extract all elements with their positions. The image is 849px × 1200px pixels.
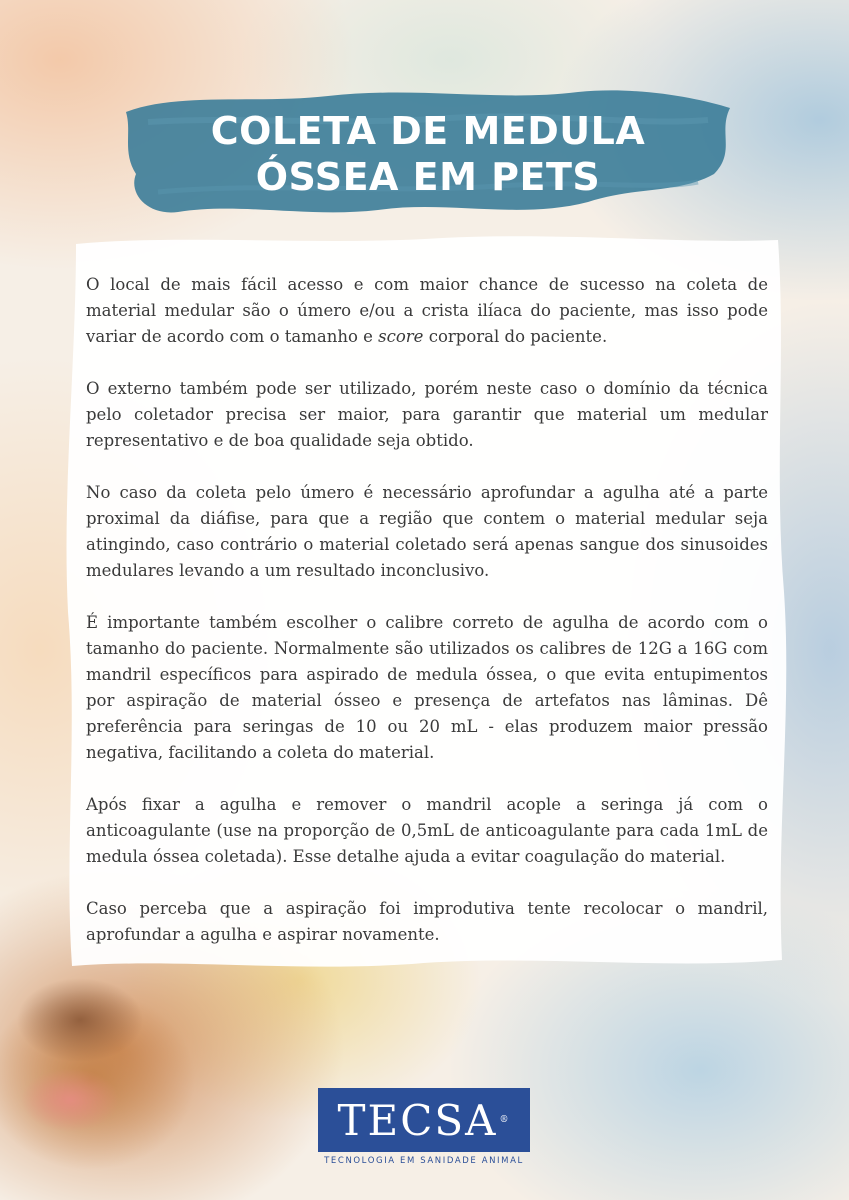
registered-mark: ® <box>499 1115 511 1125</box>
paragraph-6: Caso perceba que a aspiração foi improdutiva tente recolocar o mandril, aprofundar a agulha e aspirar novamente. <box>86 899 768 944</box>
dog-photo-background <box>0 960 230 1200</box>
article-body <box>86 272 768 974</box>
paragraph-5: Após fixar a agulha e remover o mandril acople a seringa já com o anticoagulante (use na proporção de 0,5mL de anticoagulante para cada 1mL de medula óssea coletada). Esse detalhe ajuda a evitar coagulação do material. <box>86 795 768 866</box>
paragraph-1: O local de mais fácil acesso e com maior chance de sucesso na coleta de material medular são o úmero e/ou a crista ilíaca do paciente, mas isso pode variar de acordo com o tamanho e score corporal do paciente. <box>86 275 768 346</box>
title-banner <box>118 82 738 220</box>
paragraph-4: É importante também escolher o calibre correto de agulha de acordo com o tamanho do paciente. Normalmente são utilizados os calibres de 12G a 16G com mandril específicos para aspirado de medula óssea, o que evita entupimentos por aspiração de material ósseo e presença de artefatos nas lâminas. Dê preferência para seringas de 10 ou 20 mL - elas produzem maior pressão negativa, facilitando a coleta do material. <box>86 613 768 762</box>
tecsa-logo <box>318 1088 530 1166</box>
logo-wordmark-box <box>318 1088 530 1152</box>
logo-tagline: TECNOLOGIA EM SANIDADE ANIMAL <box>324 1156 524 1166</box>
title-line-1: COLETA DE MEDULA <box>210 109 646 153</box>
logo-wordmark: TECSA <box>337 1095 498 1145</box>
page-title <box>118 108 738 200</box>
paragraph-2: O externo também pode ser utilizado, porém neste caso o domínio da técnica pelo coletador precisa ser maior, para garantir que material um medular representativo e de boa qualidade seja obtido. <box>86 379 768 450</box>
paragraph-3: No caso da coleta pelo úmero é necessário aprofundar a agulha até a parte proximal da diáfise, para que a região que contem o material medular seja atingindo, caso contrário o material coletado será apenas sangue dos sinusoides medulares levando a um resultado inconclusivo. <box>86 483 768 580</box>
title-line-2: ÓSSEA EM PETS <box>255 155 601 199</box>
